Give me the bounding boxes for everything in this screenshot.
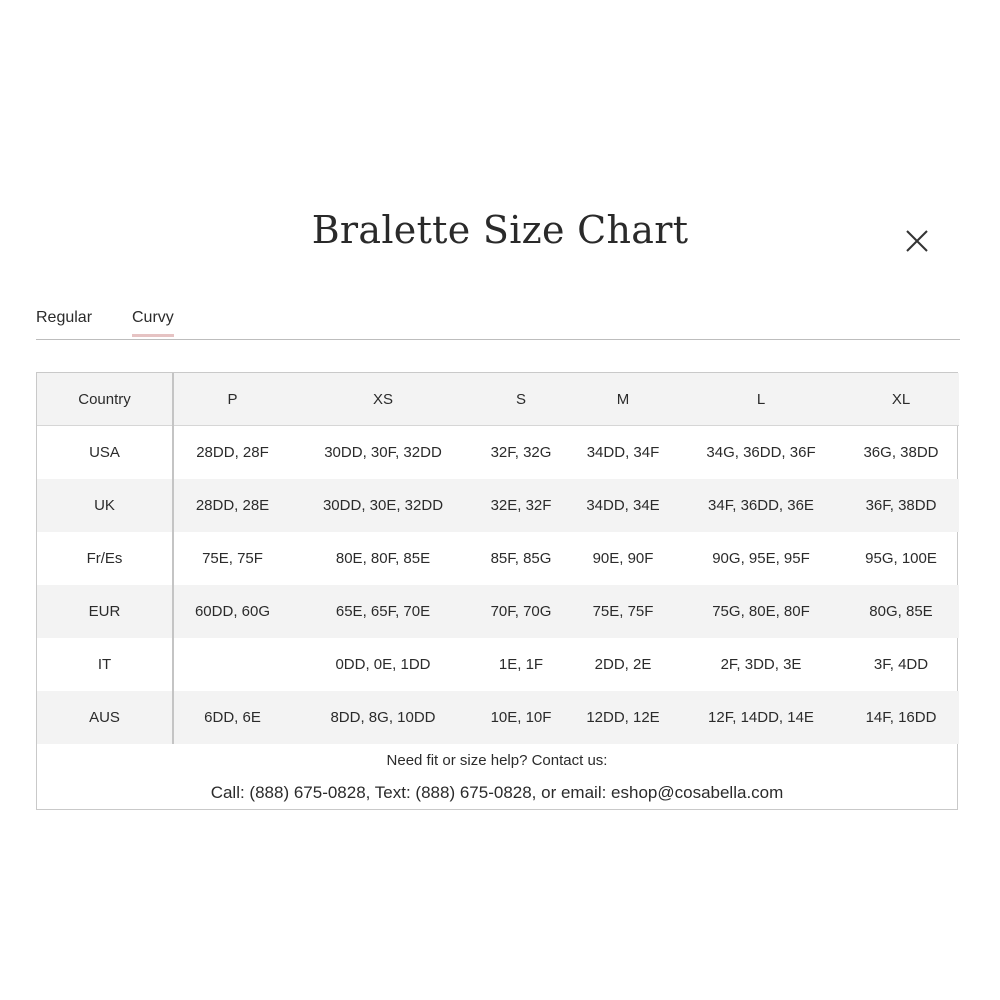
table-row [37,426,959,480]
table-cell: 6DD, 6E [173,691,291,744]
table-cell: 34G, 36DD, 36F [706,444,816,461]
table-cell: 30DD, 30E, 32DD [291,479,475,532]
table-cell: 34DD, 34E [567,479,679,532]
table-cell: 2DD, 2E [594,656,652,673]
table-cell: 75E, 75F [202,550,263,567]
page-title: Bralette Size Chart [311,208,689,252]
contact-heading: Need fit or size help? Contact us: [386,752,608,769]
table-row [37,691,959,744]
table-cell: 2F, 3DD, 3E [720,656,802,673]
tab-bar [36,306,960,340]
header-xs: XS [291,373,475,426]
header-m: M [567,373,679,426]
cell-country: Fr/Es [37,532,173,585]
table-cell: 85F, 85G [490,550,552,567]
header-l: L [679,373,843,426]
table-cell: 12DD, 12E [567,691,679,744]
table-cell: 65E, 65F, 70E [291,585,475,638]
header-p: P [173,373,291,426]
table-cell: 36F, 38DD [843,479,959,532]
table-cell [173,638,291,691]
header-xl: XL [843,373,959,426]
contact-details: Call: (888) 675-0828, Text: (888) 675-0828, or email: eshop@cosabella.com [210,783,784,802]
tab-curvy[interactable]: Curvy [132,309,174,335]
table-cell: 90G, 95E, 95F [712,550,810,567]
table-cell: 34DD, 34F [586,444,660,461]
table-cell: 95G, 100E [865,550,937,567]
table-cell: 28DD, 28F [196,444,269,461]
table-cell: 90E, 90F [592,550,654,567]
table-cell: 32F, 32G [490,444,552,461]
table-row [37,532,959,585]
header-s: S [475,373,567,426]
table-cell: 32E, 32F [475,479,567,532]
table-cell: 12F, 14DD, 14E [679,691,843,744]
table-cell: 34F, 36DD, 36E [679,479,843,532]
size-table [37,373,959,744]
table-cell: 60DD, 60G [173,585,291,638]
table-cell: 30DD, 30F, 32DD [324,444,442,461]
cell-country: IT [37,638,173,691]
table-cell: 75G, 80E, 80F [679,585,843,638]
header-country: Country [37,373,173,426]
tab-regular[interactable]: Regular [36,309,93,326]
table-cell: 10E, 10F [475,691,567,744]
contact-info [37,752,957,803]
table-header-row [37,373,959,426]
cell-country: EUR [37,585,173,638]
size-chart [36,372,958,810]
table-cell: 80G, 85E [843,585,959,638]
close-icon [900,224,934,258]
cell-country: UK [37,479,173,532]
table-row [37,638,959,691]
table-cell: 36G, 38DD [863,444,939,461]
table-cell: 28DD, 28E [173,479,291,532]
cell-country: USA [37,426,173,480]
table-cell: 8DD, 8G, 10DD [291,691,475,744]
table-row [37,479,959,532]
table-cell: 14F, 16DD [843,691,959,744]
table-cell: 70F, 70G [475,585,567,638]
table-cell: 75E, 75F [567,585,679,638]
cell-country: AUS [37,691,173,744]
table-cell: 80E, 80F, 85E [335,550,431,567]
close-button[interactable] [900,224,934,258]
table-row [37,585,959,638]
table-cell: 1E, 1F [498,656,544,673]
table-cell: 3F, 4DD [873,656,929,673]
table-cell: 0DD, 0E, 1DD [335,656,431,673]
